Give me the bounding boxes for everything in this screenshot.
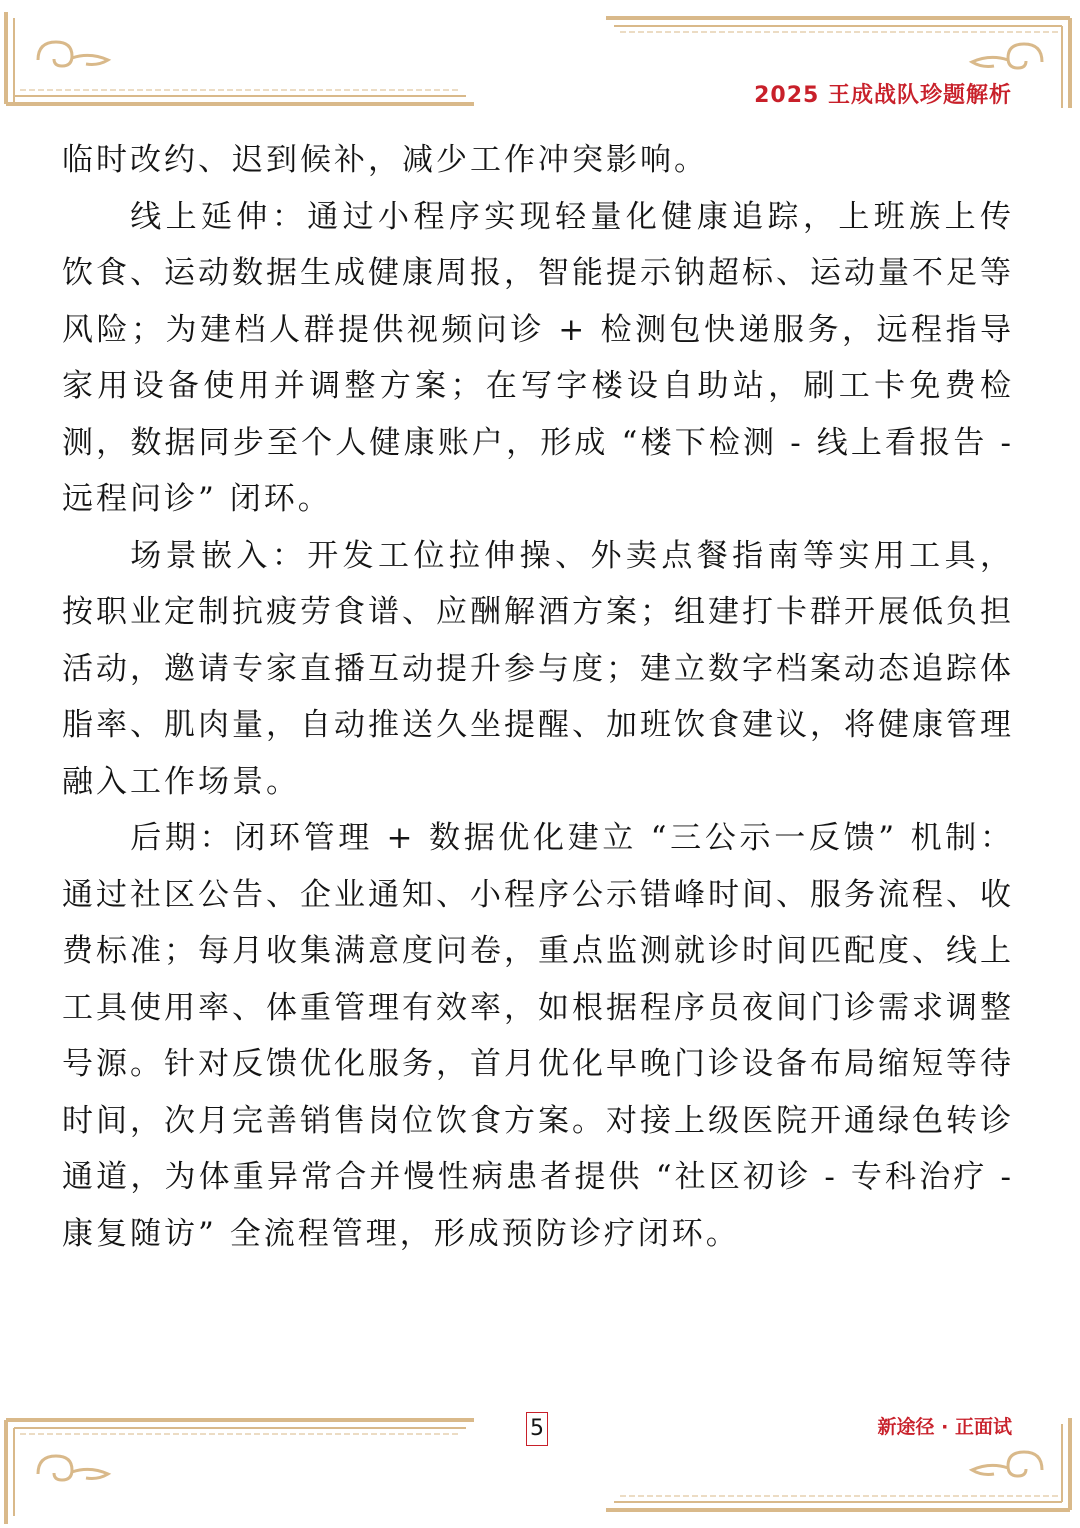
cloud-scroll-icon: [38, 42, 108, 66]
footer-brand: 新途径 · 正面试: [877, 1416, 1012, 1438]
body-text: [62, 132, 1014, 1262]
cloud-scroll-icon: [972, 44, 1042, 68]
paragraph: 场景嵌入：开发工位拉伸操、外卖点餐指南等实用工具，按职业定制抗疲劳食谱、应酬解酒方案；组建打卡群开展低负担活动，邀请专家直播互动提升参与度；建立数字档案动态追踪体脂率、肌肉量，自动推送久坐提醒、加班饮食建议，将健康管理融入工作场景。: [62, 537, 1014, 800]
page-number: 5: [526, 1412, 548, 1446]
ornament-border-bottom-left: [0, 1414, 480, 1528]
paragraph: 临时改约、迟到候补，减少工作冲突影响。: [62, 142, 708, 178]
paragraph: 线上延伸：通过小程序实现轻量化健康追踪，上班族上传饮食、运动数据生成健康周报，智能提示钠超标、运动量不足等风险；为建档人群提供视频问诊 + 检测包快递服务，远程指导家用设备使用并调整方案；在写字楼设自助站，刷工卡免费检测，数据同步至个人健康账户，形成 “楼下检测 - 线上看报告 - 远程问诊” 闭环。: [62, 198, 1014, 517]
header-title: 2025 王成战队珍题解析: [754, 83, 1012, 108]
paragraph: 后期：闭环管理 + 数据优化建立 “三公示一反馈” 机制：通过社区公告、企业通知、小程序公示错峰时间、服务流程、收费标准；每月收集满意度问卷，重点监测就诊时间匹配度、线上工具使用率、体重管理有效率，如根据程序员夜间门诊需求调整号源。针对反馈优化服务，首月优化早晚门诊设备布局缩短等待时间，次月完善销售岗位饮食方案。对接上级医院开通绿色转诊通道，为体重异常合并慢性病患者提供 “社区初诊 - 专科治疗 - 康复随访” 全流程管理，形成预防诊疗闭环。: [62, 820, 1014, 1252]
cloud-scroll-icon: [38, 1456, 108, 1480]
ornament-border-top-left: [0, 0, 480, 110]
cloud-scroll-icon: [972, 1452, 1042, 1476]
